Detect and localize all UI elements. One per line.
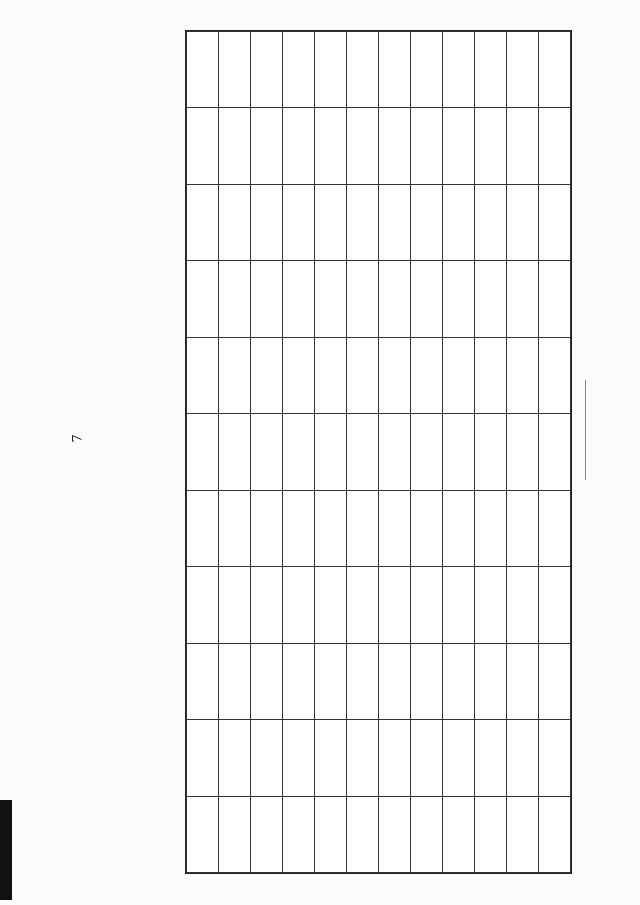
table-cell (539, 720, 571, 796)
table-cell (411, 720, 443, 796)
table-cell (347, 643, 379, 719)
table-cell (539, 414, 571, 490)
table-cell (251, 32, 283, 108)
table-grid (186, 31, 571, 873)
table-cell (187, 108, 219, 184)
table-cell (315, 337, 347, 413)
table-cell (187, 490, 219, 566)
table-cell (219, 337, 251, 413)
table-cell (379, 567, 411, 643)
table-cell (251, 337, 283, 413)
table-cell (315, 567, 347, 643)
table-cell (411, 796, 443, 872)
table-cell (507, 567, 539, 643)
table-cell (379, 261, 411, 337)
table-cell (251, 414, 283, 490)
table-cell (443, 32, 475, 108)
table-cell (347, 414, 379, 490)
table-cell (219, 414, 251, 490)
table-cell (347, 261, 379, 337)
table-cell (219, 567, 251, 643)
table-cell (283, 643, 315, 719)
table-cell (475, 261, 507, 337)
table-cell (219, 184, 251, 260)
table-cell (443, 414, 475, 490)
table-cell (251, 567, 283, 643)
table-cell (347, 184, 379, 260)
table-cell (283, 796, 315, 872)
table-cell (283, 184, 315, 260)
table-cell (219, 108, 251, 184)
table-cell (347, 108, 379, 184)
table-cell (187, 567, 219, 643)
table-cell (443, 796, 475, 872)
table-cell (507, 337, 539, 413)
table-cell (507, 796, 539, 872)
table-cell (507, 414, 539, 490)
table-row (187, 261, 571, 337)
table-cell (539, 643, 571, 719)
table-cell (187, 261, 219, 337)
table-cell (219, 32, 251, 108)
table-cell (539, 490, 571, 566)
table-cell (315, 643, 347, 719)
table-cell (251, 108, 283, 184)
table-cell (475, 720, 507, 796)
table-cell (411, 490, 443, 566)
table-cell (347, 720, 379, 796)
table-cell (187, 720, 219, 796)
table-cell (315, 414, 347, 490)
table-cell (187, 796, 219, 872)
table-cell (475, 567, 507, 643)
table-cell (283, 261, 315, 337)
table-cell (315, 720, 347, 796)
table-cell (187, 32, 219, 108)
table-cell (283, 567, 315, 643)
table-cell (283, 337, 315, 413)
table-cell (251, 643, 283, 719)
table-cell (379, 643, 411, 719)
table-cell (507, 32, 539, 108)
table-cell (443, 720, 475, 796)
table-cell (379, 490, 411, 566)
table-cell (187, 337, 219, 413)
table-cell (283, 414, 315, 490)
table-row (187, 490, 571, 566)
page-number: 7 (70, 434, 86, 443)
table-cell (443, 261, 475, 337)
table-row (187, 567, 571, 643)
table-cell (475, 32, 507, 108)
table-cell (315, 184, 347, 260)
table-cell (219, 796, 251, 872)
table-cell (315, 108, 347, 184)
table-cell (475, 490, 507, 566)
table-cell (251, 720, 283, 796)
table-row (187, 337, 571, 413)
table-cell (475, 337, 507, 413)
table-cell (411, 337, 443, 413)
table-row (187, 32, 571, 108)
left-edge-scan-bar (0, 800, 12, 900)
table-cell (347, 796, 379, 872)
table-cell (475, 643, 507, 719)
table-cell (379, 108, 411, 184)
table-cell (539, 184, 571, 260)
table-cell (539, 337, 571, 413)
table-row (187, 720, 571, 796)
table-cell (507, 720, 539, 796)
table-cell (251, 490, 283, 566)
table-cell (251, 261, 283, 337)
table-cell (347, 567, 379, 643)
table-cell (219, 643, 251, 719)
table-cell (219, 261, 251, 337)
table-cell (251, 796, 283, 872)
table-cell (379, 414, 411, 490)
table-row (187, 108, 571, 184)
table-cell (443, 108, 475, 184)
table-cell (539, 32, 571, 108)
table-cell (187, 643, 219, 719)
table-cell (219, 490, 251, 566)
table-cell (411, 184, 443, 260)
table-cell (443, 643, 475, 719)
table-cell (443, 337, 475, 413)
table-row (187, 796, 571, 872)
table-cell (411, 643, 443, 719)
table-cell (539, 108, 571, 184)
table-cell (379, 184, 411, 260)
table-cell (507, 108, 539, 184)
table-cell (507, 643, 539, 719)
expenditure-table (185, 30, 572, 874)
table-cell (475, 414, 507, 490)
table-cell (379, 796, 411, 872)
table-cell (379, 337, 411, 413)
table-cell (347, 32, 379, 108)
table-row (187, 414, 571, 490)
table-cell (475, 184, 507, 260)
table-row (187, 643, 571, 719)
table-cell (411, 414, 443, 490)
table-cell (283, 720, 315, 796)
table-cell (283, 490, 315, 566)
table-cell (347, 490, 379, 566)
table-cell (475, 108, 507, 184)
table-cell (187, 414, 219, 490)
table-cell (443, 184, 475, 260)
table-cell (539, 567, 571, 643)
table-cell (315, 490, 347, 566)
table-cell (411, 108, 443, 184)
table-cell (347, 337, 379, 413)
table-cell (219, 720, 251, 796)
table-cell (539, 796, 571, 872)
table-cell (379, 32, 411, 108)
table-cell (507, 490, 539, 566)
table-cell (539, 261, 571, 337)
table-cell (507, 261, 539, 337)
table-cell (443, 490, 475, 566)
table-cell (187, 184, 219, 260)
table-cell (411, 32, 443, 108)
table-cell (251, 184, 283, 260)
table-cell (315, 32, 347, 108)
table-cell (475, 796, 507, 872)
table-cell (315, 261, 347, 337)
table-cell (283, 32, 315, 108)
table-cell (379, 720, 411, 796)
table-cell (411, 261, 443, 337)
table-cell (411, 567, 443, 643)
table-cell (507, 184, 539, 260)
table-row (187, 184, 571, 260)
table-cell (315, 796, 347, 872)
table-cell (443, 567, 475, 643)
scan-artifact-line (585, 380, 586, 480)
table-cell (283, 108, 315, 184)
